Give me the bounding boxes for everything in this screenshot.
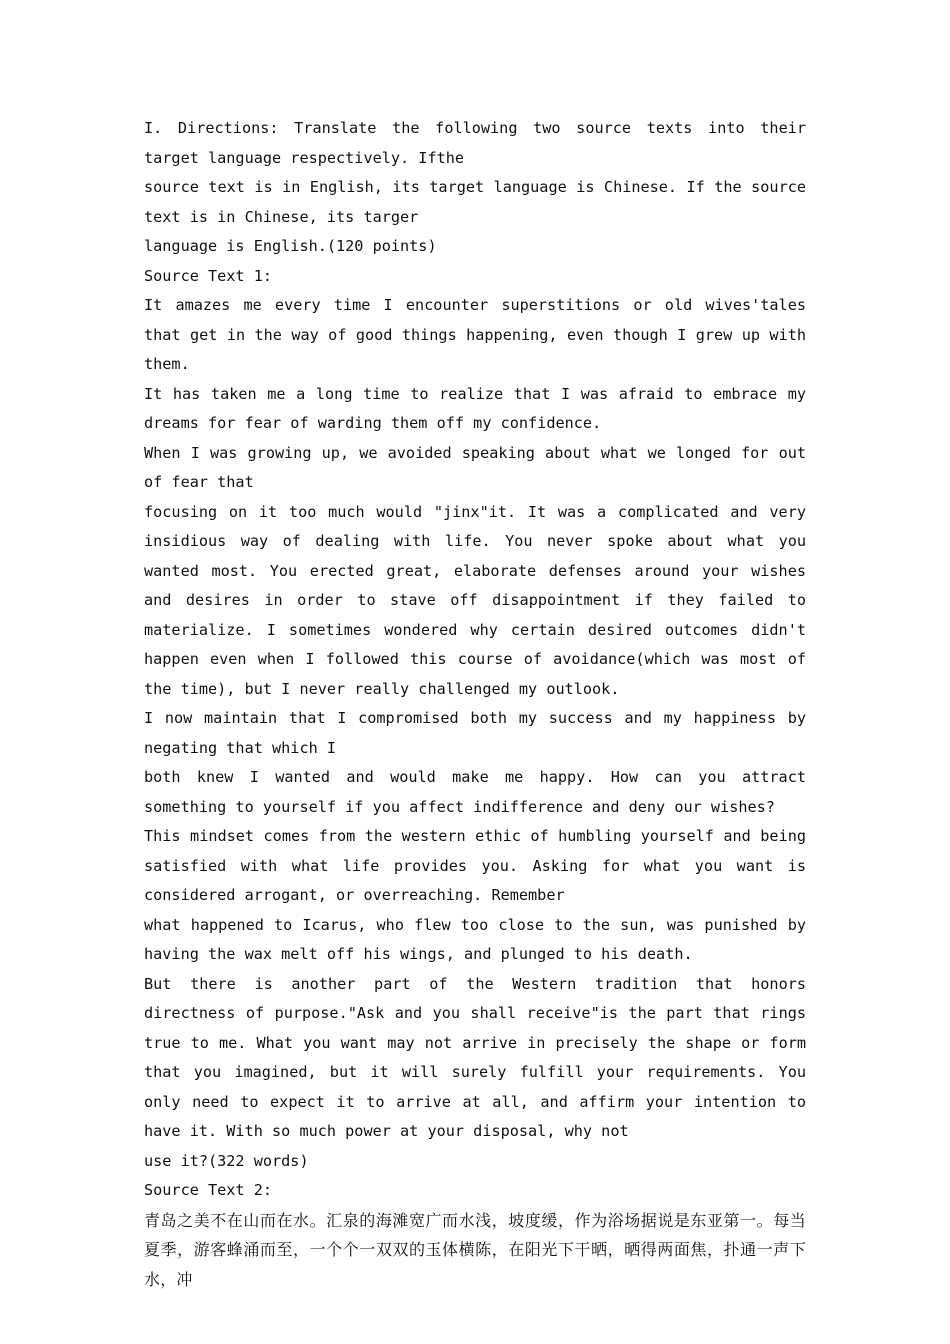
source-1-word-count: use it?(322 words) — [144, 1151, 309, 1170]
source-1-paragraph-7: This mindset comes from the western ethic of humbling yourself and being satisfied with what life provides you. Asking for what you want is considered arrogant, or overreaching. Remember — [144, 827, 806, 904]
directions-line-2: source text is in English, its target language is Chinese. If the source text is in Chinese, its targer — [144, 178, 806, 226]
source-text-2-heading: Source Text 2: — [144, 1181, 273, 1199]
directions-line-3: language is English.(120 points) — [144, 237, 437, 255]
source-1-paragraph-1: It amazes me every time I encounter superstitions or old wives'tales that get in the way of good things happening, even though I grew up with them. — [144, 296, 806, 373]
source-1-paragraph-6: both knew I wanted and would make me happy. How can you attract something to yourself if you affect indifference and deny our wishes? — [144, 768, 806, 816]
source-1-paragraph-2: It has taken me a long time to realize that I was afraid to embrace my dreams for fear of warding them off my confidence. — [144, 384, 806, 432]
source-text-1-heading: Source Text 1: — [144, 266, 273, 285]
document-page — [144, 114, 806, 1294]
source-2-chinese-paragraph: 青岛之美不在山而在水。汇泉的海滩宽广而水浅，坡度缓，作为浴场据说是东亚第一。每当夏季，游客蜂涌而至，一个个一双双的玉体横陈，在阳光下干晒，晒得两面焦，扑通一声下水，冲 — [144, 1210, 806, 1289]
source-1-paragraph-3: When I was growing up, we avoided speaking about what we longed for out of fear that — [144, 443, 806, 491]
source-1-paragraph-8: what happened to Icarus, who flew too close to the sun, was punished by having the wax melt off his wings, and plunged to his death. — [144, 915, 806, 963]
source-1-paragraph-4: focusing on it too much would "jinx"it. It was a complicated and very insidious way of dealing with life. You never spoke about what you wanted most. You erected great, elaborate defenses around your wishes and desires in order to stave off disappointment if they failed to materialize. I sometimes wondered why certain desired outcomes didn't happen even when I followed this course of avoidance(which was most of the time), but I never really challenged my outlook. — [144, 502, 806, 698]
source-1-paragraph-9: But there is another part of the Western tradition that honors directness of purpose."Ask and you shall receive"is the part that rings true to me. What you want may not arrive in precisely the shape or form that you imagined, but it will surely fulfill your requirements. You only need to expect it to arrive at all, and affirm your intention to have it. With so much power at your disposal, why not — [144, 974, 806, 1140]
directions-line-1: I. Directions: Translate the following two source texts into their target language respectively. Ifthe — [144, 119, 806, 167]
source-1-paragraph-5: I now maintain that I compromised both my success and my happiness by negating that which I — [144, 709, 806, 757]
